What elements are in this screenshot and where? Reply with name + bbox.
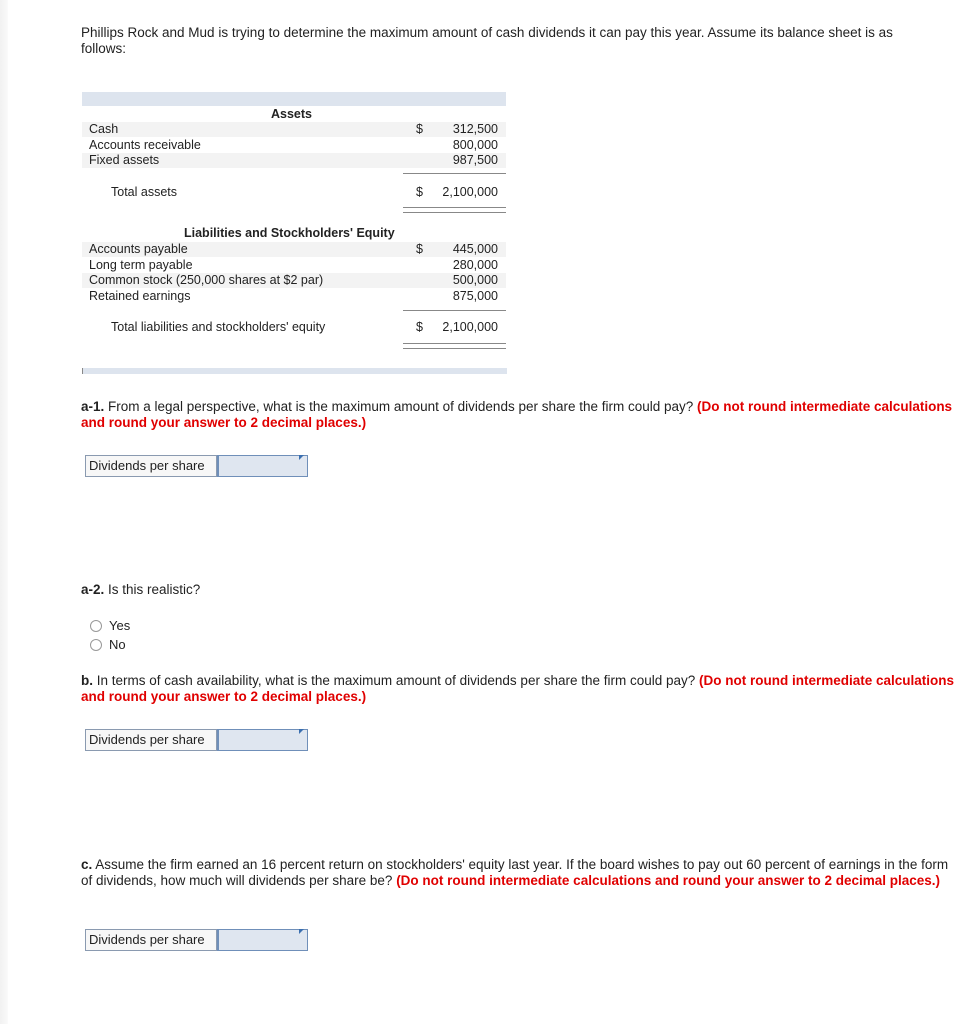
page-left-shade (0, 0, 8, 1024)
row-fixed-assets (82, 153, 506, 168)
question-a2-number: a-2. (81, 582, 105, 597)
fixed-assets-amount: 987,500 (452, 153, 498, 167)
answer-c-input[interactable] (217, 929, 308, 951)
question-b-note: (Do not round intermediate calculations and round your answer to 2 decimal places.) (81, 673, 955, 704)
answer-b-label: Dividends per share (85, 729, 217, 751)
ap-label: Accounts payable (89, 242, 188, 256)
total-assets-amount: 2,100,000 (442, 185, 498, 199)
balance-sheet (82, 92, 506, 376)
question-b-text: In terms of cash availability, what is the maximum amount of dividends per share the firm could pay? (93, 673, 700, 688)
answer-a1 (85, 455, 308, 477)
cash-amount: 312,500 (452, 122, 498, 136)
row-total-liabilities-equity (82, 320, 506, 335)
assets-heading: Assets (271, 107, 312, 121)
question-c-number: c. (81, 857, 93, 872)
question-a2-text: Is this realistic? (104, 582, 201, 597)
ltp-label: Long term payable (89, 258, 193, 272)
ap-amount: 445,000 (452, 242, 498, 256)
row-long-term-payable (82, 258, 506, 273)
answer-a1-input[interactable] (217, 455, 308, 477)
question-c (81, 857, 961, 889)
answer-c (85, 929, 308, 951)
question-a1 (81, 399, 961, 431)
radio-circle-icon[interactable] (90, 639, 102, 651)
question-b-number: b. (81, 673, 93, 688)
retained-earnings-amount: 875,000 (452, 289, 498, 303)
total-le-amount: 2,100,000 (442, 320, 498, 334)
row-cash (82, 122, 506, 137)
ltp-amount: 280,000 (452, 258, 498, 272)
question-c-text: Assume the firm earned an 16 percent return on stockholders' equity last year. If the board wishes to pay out 60 percent of earnings in the form of dividends, how much will dividends per share be? (81, 857, 949, 888)
assets-subtotal-line (403, 173, 506, 174)
total-le-dollar-sign: $ (416, 320, 423, 334)
total-assets-dollar-sign: $ (416, 185, 423, 199)
total-assets-double-line (403, 207, 506, 213)
balance-sheet-header-bar (82, 92, 506, 106)
common-stock-label: Common stock (250,000 shares at $2 par) (89, 273, 324, 287)
input-marker-icon (299, 929, 304, 934)
radio-option-no[interactable] (90, 637, 126, 652)
total-le-double-line (403, 343, 506, 349)
cash-label: Cash (89, 122, 119, 136)
answer-b (85, 729, 308, 751)
total-assets-label: Total assets (111, 185, 178, 199)
ar-label: Accounts receivable (89, 138, 201, 152)
answer-b-input[interactable] (217, 729, 308, 751)
question-a1-number: a-1. (81, 399, 105, 414)
liabilities-subtotal-line (403, 310, 506, 311)
balance-sheet-footer-bar (82, 368, 507, 374)
input-marker-icon (299, 455, 304, 460)
question-a2 (81, 582, 961, 598)
question-c-note: (Do not round intermediate calculations and round your answer to 2 decimal places.) (396, 873, 941, 888)
common-stock-amount: 500,000 (452, 273, 498, 287)
fixed-assets-label: Fixed assets (89, 153, 160, 167)
row-accounts-payable (82, 242, 506, 257)
row-total-assets (82, 185, 506, 200)
question-b (81, 673, 961, 705)
radio-no-label: No (109, 637, 126, 652)
liabilities-heading: Liabilities and Stockholders' Equity (184, 226, 395, 240)
question-a1-note: (Do not round intermediate calculations and round your answer to 2 decimal places.) (81, 399, 953, 430)
cash-dollar-sign: $ (416, 122, 423, 136)
retained-earnings-label: Retained earnings (89, 289, 191, 303)
ap-dollar-sign: $ (416, 242, 423, 256)
radio-yes-label: Yes (109, 618, 131, 633)
row-accounts-receivable (82, 138, 506, 153)
input-marker-icon (299, 729, 304, 734)
row-retained-earnings (82, 289, 506, 304)
intro-text: Phillips Rock and Mud is trying to determine the maximum amount of cash dividends it can pay this year. Assume its balance sheet is as follows: (81, 25, 893, 56)
ar-amount: 800,000 (452, 138, 498, 152)
question-a1-text: From a legal perspective, what is the maximum amount of dividends per share the firm could pay? (104, 399, 698, 414)
row-common-stock (82, 273, 506, 288)
answer-c-label: Dividends per share (85, 929, 217, 951)
radio-option-yes[interactable] (90, 618, 130, 633)
total-le-label: Total liabilities and stockholders' equity (111, 320, 326, 334)
answer-a1-label: Dividends per share (85, 455, 217, 477)
radio-circle-icon[interactable] (90, 620, 102, 632)
